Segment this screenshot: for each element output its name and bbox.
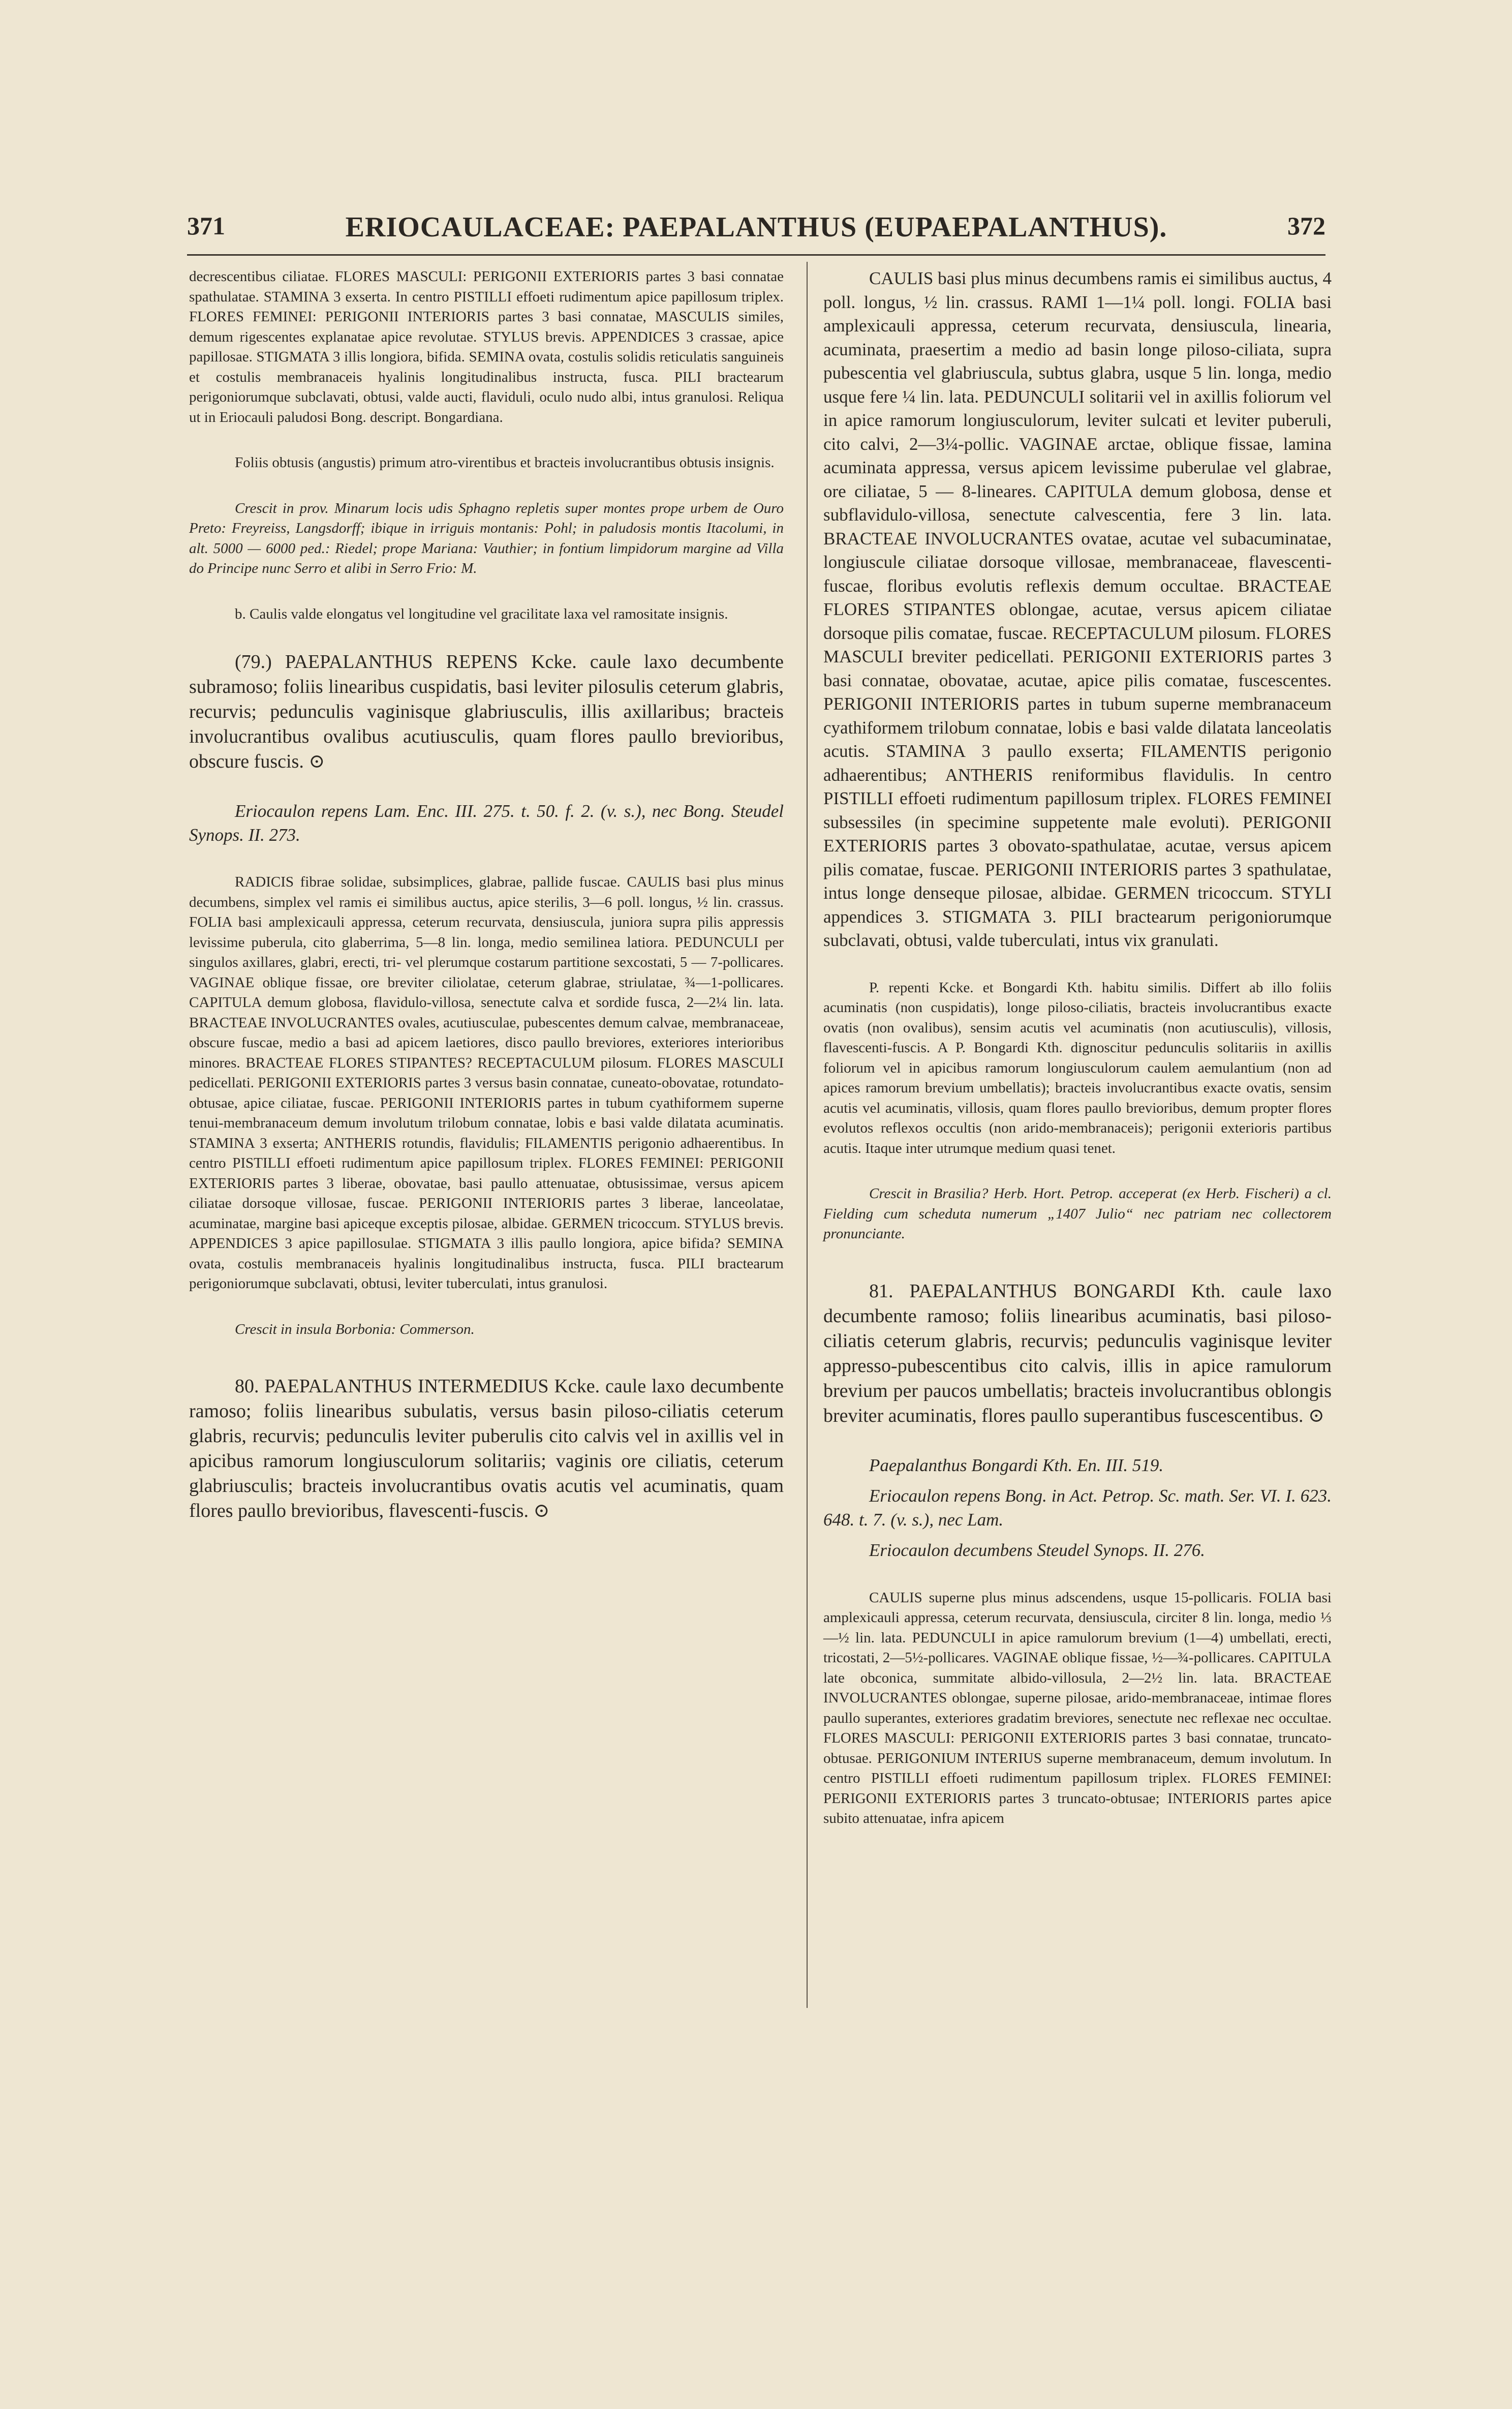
species-80-habitat: Crescit in Brasilia? Herb. Hort. Petrop. acceperat (ex Herb. Fischeri) a cl. Fielding cum scheduta numerum „1407 Julio“ nec patriam nec collectorem pronunciante. <box>823 1185 1332 1242</box>
species-81-heading: 81. PAEPALANTHUS BONGARDI Kth. caule laxo decumbente ramoso; foliis linearibus acuminatis, basi piloso-ciliatis ceterum glabris, recurvis; pedunculis vaginisque leviter appresso-pubescentibus cito calvis, illis in apice ramulorum brevium per paucos umbellatis; bracteis involucrantibus oblongis breviter acuminatis, flores paullo superantibus fuscescentibus. ⊙ <box>823 1280 1332 1426</box>
species-80-comparison: P. repenti Kcke. et Bongardi Kth. habitu similis. Differt ab illo foliis acuminatis (non cuspidatis), longe piloso-ciliatis, bracteis involucrantibus exacte ovatis (non ovalibus), sensim acutis vel acuminatis (non acutiusculis), villosis, flavescenti-fuscis. A P. Bongardi Kth. dignoscitur pedunculis solitariis in axillis foliorum vel in apicibus ramorum longiusculorum caulem aemulantium (non ad apices ramorum brevium umbellatis); bracteis involucrantibus exacte ovatis, sensim acutis vel acuminatis, villosis, quam flores paullo brevioribus, demum propter flores evolutos reflexos occultis (non arido-membranaceis); perigonii exterioris partibus acutis. Itaque inter utrumque medium quasi tenet. <box>823 979 1332 1156</box>
species-79-synonymy: Eriocaulon repens Lam. Enc. III. 275. t. 50. f. 2. (v. s.), nec Bong. Steudel Synops. II. 273. <box>189 801 784 845</box>
page-number-left: 371 <box>187 211 225 240</box>
right-column <box>823 267 1332 1836</box>
species-81-synonym-3: Eriocaulon decumbens Steudel Synops. II. 276. <box>869 1540 1205 1560</box>
header-rule <box>187 254 1325 256</box>
species-81-synonym-2: Eriocaulon repens Bong. in Act. Petrop. Sc. math. Ser. VI. I. 623. 648. t. 7. (v. s.), nec Lam. <box>823 1486 1332 1530</box>
species-80-heading: 80. PAEPALANTHUS INTERMEDIUS Kcke. caule laxo decumbente ramoso; foliis linearibus subulatis, versus basin piloso-ciliatis ceterum glabris, recurvis; pedunculis leviter puberulis cito calvis vel in axillis vel in apicibus ramorum longiusculorum solitariis; vaginis ore ciliatis, ceterum glabriusculis; bracteis involucrantibus ovatis acutis vel acuminatis, quam flores paullo brevioribus, flavescenti-fuscis. ⊙ <box>189 1376 784 1521</box>
diagnostic-note: Foliis obtusis (angustis) primum atro-virentibus et bracteis involucrantibus obtusis insignis. <box>235 454 775 471</box>
left-column <box>189 267 784 1531</box>
running-header <box>187 211 1325 252</box>
subsection-note: b. Caulis valde elongatus vel longitudine vel gracilitate laxa vel ramositate insignis. <box>235 605 728 622</box>
species-81-description: CAULIS superne plus minus adscendens, usque 15-pollicaris. FOLIA basi amplexicauli appressa, ceterum recurvata, densiuscula, circiter 8 lin. longa, medio ⅓—½ lin. lata. PEDUNCULI in apice ramulorum brevium (1—4) umbellati, erecti, tricostati, 2—5½-pollicares. VAGINAE oblique fissae, ½—¾-pollicares. CAPITULA late obconica, summitate albido-villosula, 2—2½ lin. lata. BRACTEAE INVOLUCRANTES oblongae, superne pilosae, arido-membranaceae, intimae flores paullo superantes, exteriores gradatim breviores, senectute nec reflexae nec occultae. FLORES MASCULI: PERIGONII EXTERIORIS partes 3 basi connatae, truncato-obtusae. PERIGONIUM INTERIUS superne membranaceum, demum involutum. In centro PISTILLI effoeti rudimentum papillosum triplex. FLORES FEMINEI: PERIGONII EXTERIORIS partes 3 truncato-obtusae; INTERIORIS partes apice subito attenuatae, infra apicem <box>823 1589 1332 1826</box>
species-79-description: RADICIS fibrae solidae, subsimplices, glabrae, pallide fuscae. CAULIS basi plus minus decumbens, simplex vel ramis ei similibus auctus, apice sterilis, 3—6 poll. longus, ½ lin. crassus. FOLIA basi amplexicauli appressa, ceterum recurvata, densiuscula, juniora supra pilis appressis levissime puberula, cito glaberrima, 5—8 lin. longa, medio semilinea latiora. PEDUNCULI per singulos axillares, glabri, erecti, tri- vel plerumque costarum partitione sexcostati, 5 — 7-pollicares. VAGINAE oblique fissae, ore breviter ciliolatae, ceterum glabrae, striulatae, ¾—1-pollicares. CAPITULA demum globosa, flavidulo-villosa, senectute calva et sordide fusca, 2—2¼ lin. lata. BRACTEAE INVOLUCRANTES ovales, acutiusculae, pubescentes demum calvae, membranaceae, obscure fuscae, medio a basi ad apicem laetiores, disco paullo breviores, exteriores interioribus minores. BRACTEAE FLORES STIPANTES? RECEPTACULUM pilosum. FLORES MASCULI pedicellati. PERIGONII EXTERIORIS partes 3 versus basin connatae, cuneato-obovatae, rotundato-obtusae, apice ciliatae, fuscae. PERIGONII INTERIORIS partes in tubum cyathiformem superne tenui-membranaceum demum involutum trilobum connatae, lobis e basi valde dilatata acuminatis. STAMINA 3 exserta; ANTHERIS rotundis, flavidulis; FILAMENTIS perigonio adhaerentibus. In centro PISTILLI effoeti rudimentum apice papillosum triplex. FLORES FEMINEI: PERIGONII EXTERIORIS partes 3 liberae, obovatae, basi paullo attenuatae, obtusissimae, versus apicem ciliatae dorsoque villosae, fuscae. PERIGONII INTERIORIS partes 3 liberae, lanceolatae, acuminatae, margine basi apiceque exceptis pilosae, albidae. GERMEN tricoccum. STYLUS brevis. APPENDICES 3 apice papillosulae. STIGMATA 3 illis paullo longiora, apice bifida? SEMINA ovata, costulis membranaceis hyalinis longitudinalibus instructa, fusca. PILI bractearum perigoniorumque subclavati, obtusi, leviter tuberculati, intus granulosi. <box>189 874 784 1292</box>
column-divider <box>807 262 808 2008</box>
habitat-note: Crescit in prov. Minarum locis udis Sphagno repletis super montes prope urbem de Ouro Preto: Freyreiss, Langsdorff; ibique in irriguis montanis: Pohl; in paludosis montis Itacolumi, in alt. 5000 — 6000 ped.: Riedel; prope Mariana: Vauthier; in fontium limpidorum margine ad Villa do Principe nunc Serro et alibi in Serro Frio: M. <box>189 500 784 576</box>
description-continued: decrescentibus ciliatae. FLORES MASCULI: PERIGONII EXTERIORIS partes 3 basi connatae spathulatae. STAMINA 3 exserta. In centro PISTILLI effoeti rudimentum apice papillosum triplex. FLORES FEMINEI: PERIGONII INTERIORIS partes 3 basi connatae, MASCULIS similes, demum rigescentes explanatae apice revolutae. STYLUS brevis. APPENDICES 3 crassae, apice papillosae. STIGMATA 3 illis longiora, bifida. SEMINA ovata, costulis solidis reticulatis sanguineis et costulis membranaceis hyalinis longitudinalibus instructa, fusca. PILI bractearum perigoniorumque subclavati, obtusi, valde aucti, flaviduli, oculo nudo albi, intus granulosi. Reliqua ut in Eriocauli paludosi Bong. descript. Bongardiana. <box>189 268 784 425</box>
species-79-habitat: Crescit in insula Borbonia: Commerson. <box>235 1321 475 1337</box>
species-79-heading: (79.) PAEPALANTHUS REPENS Kcke. caule laxo decumbente subramoso; foliis linearibus cuspidatis, basi leviter pilosulis ceterum glabris, recurvis; pedunculis vaginisque glabriusculis, illis axillaribus; bracteis involucrantibus ovalibus acutiusculis, quam flores paullo brevioribus, obscure fuscis. ⊙ <box>189 651 784 772</box>
page-number-right: 372 <box>1287 211 1325 240</box>
running-title: ERIOCAULACEAE: PAEPALANTHUS (EUPAEPALANTHUS). <box>345 211 1167 243</box>
species-81-synonym-1: Paepalanthus Bongardi Kth. En. III. 519. <box>869 1455 1164 1475</box>
species-80-description: CAULIS basi plus minus decumbens ramis ei similibus auctus, 4 poll. longus, ½ lin. crassus. RAMI 1—1¼ poll. longi. FOLIA basi amplexicauli appressa, ceterum recurvata, densiuscula, linearia, acuminata, praesertim a medio ad basin longe piloso-ciliata, supra pubescentia vel glabriuscula, subtus glabra, usque 5 lin. longa, medio usque fere ¼ lin. lata. PEDUNCULI solitarii vel in axillis foliorum vel in apice ramorum longiusculorum, leviter sulcati et leviter puberuli, cito calvi, 2—3¼-pollic. VAGINAE arctae, oblique fissae, lamina acuminata appressa, versus apicem levissime puberulae vel glabrae, ore ciliatae, 5 — 8-lineares. CAPITULA demum globosa, dense et subflavidulo-villosa, senectute calvescentia, fere 3 lin. lata. BRACTEAE INVOLUCRANTES ovatae, acutae vel subacuminatae, longiuscule ciliatae dorsoque villosae, membranaceae, flavescenti-fuscae, floribus evolutis reflexis demum occultae. BRACTEAE FLORES STIPANTES oblongae, acutae, versus apicem ciliatae dorsoque pilis comatae, fuscae. RECEPTACULUM pilosum. FLORES MASCULI breviter pedicellati. PERIGONII EXTERIORIS partes 3 basi connatae, obovatae, acutae, apice pilis comatae, fuscescentes. PERIGONII INTERIORIS partes in tubum superne membranaceum cyathiformem trilobum connatae, lobis e basi valde dilatata lanceolatis acutis. STAMINA 3 paullo exserta; FILAMENTIS perigonio adhaerentibus; ANTHERIS reniformibus flavidulis. In centro PISTILLI effoeti rudimentum papillosum triplex. FLORES FEMINEI subsessiles (in specimine suppetente male evoluti). PERIGONII EXTERIORIS partes 3 obovato-spathulatae, acutae, versus apicem pilis comatae, fuscae. PERIGONII INTERIORIS partes 3 spathulatae, intus longe denseque pilosae, albidae. GERMEN tricoccum. STYLI appendices 3. STIGMATA 3. PILI bractearum perigoniorumque subclavati, obtusi, valde tuberculati, intus vix granulati. <box>823 268 1332 950</box>
